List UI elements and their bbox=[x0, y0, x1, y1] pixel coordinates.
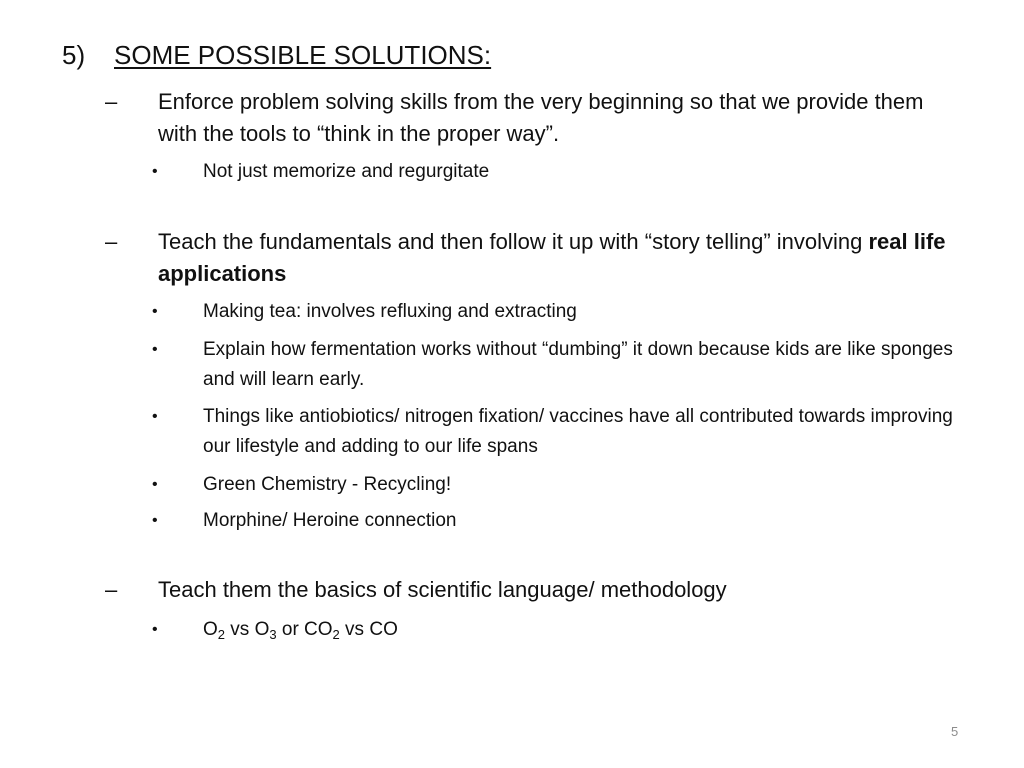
section-2-item bbox=[105, 226, 965, 290]
section-2-bullet-2 bbox=[152, 335, 972, 395]
bullet-text: Green Chemistry - Recycling! bbox=[203, 474, 452, 495]
section-2-bullet-5 bbox=[152, 506, 972, 536]
bullet-marker: • bbox=[152, 621, 158, 638]
dash-marker: – bbox=[105, 229, 118, 254]
section-3-item bbox=[105, 574, 965, 606]
bullet-marker: • bbox=[152, 408, 158, 425]
heading-title: SOME POSSIBLE SOLUTIONS: bbox=[114, 40, 492, 70]
o3-subscript: 3 bbox=[269, 627, 277, 642]
bullet-marker: • bbox=[152, 476, 158, 493]
section-2-bold-text: real life applications bbox=[158, 229, 946, 286]
section-2-bullet-1 bbox=[152, 297, 972, 327]
dash-marker: – bbox=[105, 89, 118, 114]
or-word: or bbox=[276, 619, 305, 640]
section-2-bullet-3 bbox=[152, 402, 972, 462]
section-1-text: Enforce problem solving skills from the very beginning so that we provide them with the tools to “think in the proper way”. bbox=[158, 89, 924, 146]
bullet-marker: • bbox=[152, 163, 158, 180]
section-2-bullet-4 bbox=[152, 470, 972, 500]
o2-subscript: 2 bbox=[217, 627, 226, 642]
formula-text bbox=[203, 615, 972, 645]
section-3-text: Teach them the basics of scientific language/ methodology bbox=[158, 577, 727, 602]
heading-number: 5) bbox=[62, 40, 86, 70]
section-1-item bbox=[105, 86, 965, 150]
vs-1: vs bbox=[225, 619, 255, 640]
bullet-marker: • bbox=[152, 341, 158, 358]
co2-base: CO bbox=[304, 619, 333, 640]
o2-base: O bbox=[203, 619, 218, 640]
bullet-text: Making tea: involves refluxing and extracting bbox=[203, 301, 577, 322]
slide-heading bbox=[62, 38, 491, 72]
section-2-text-plain: Teach the fundamentals and then follow it up with “story telling” involving bbox=[158, 229, 869, 254]
section-1-bullet-1 bbox=[152, 157, 972, 187]
bullet-text: Explain how fermentation works without “dumbing” it down because kids are like sponges and will learn early. bbox=[203, 339, 953, 390]
bullet-text: Not just memorize and regurgitate bbox=[203, 161, 490, 182]
bullet-marker: • bbox=[152, 303, 158, 320]
dash-marker: – bbox=[105, 577, 118, 602]
bullet-marker: • bbox=[152, 512, 158, 529]
page-number: 5 bbox=[951, 724, 959, 739]
co2-subscript: 2 bbox=[332, 627, 340, 642]
bullet-text: Things like antiobiotics/ nitrogen fixation/ vaccines have all contributed towards improving our lifestyle and adding to our life spans bbox=[203, 406, 953, 457]
section-3-bullet-1 bbox=[152, 615, 972, 645]
vs-2: vs bbox=[339, 619, 370, 640]
bullet-text: Morphine/ Heroine connection bbox=[203, 510, 457, 531]
section-2-text bbox=[158, 226, 965, 290]
co-text: CO bbox=[369, 619, 398, 640]
o3-base: O bbox=[254, 619, 270, 640]
